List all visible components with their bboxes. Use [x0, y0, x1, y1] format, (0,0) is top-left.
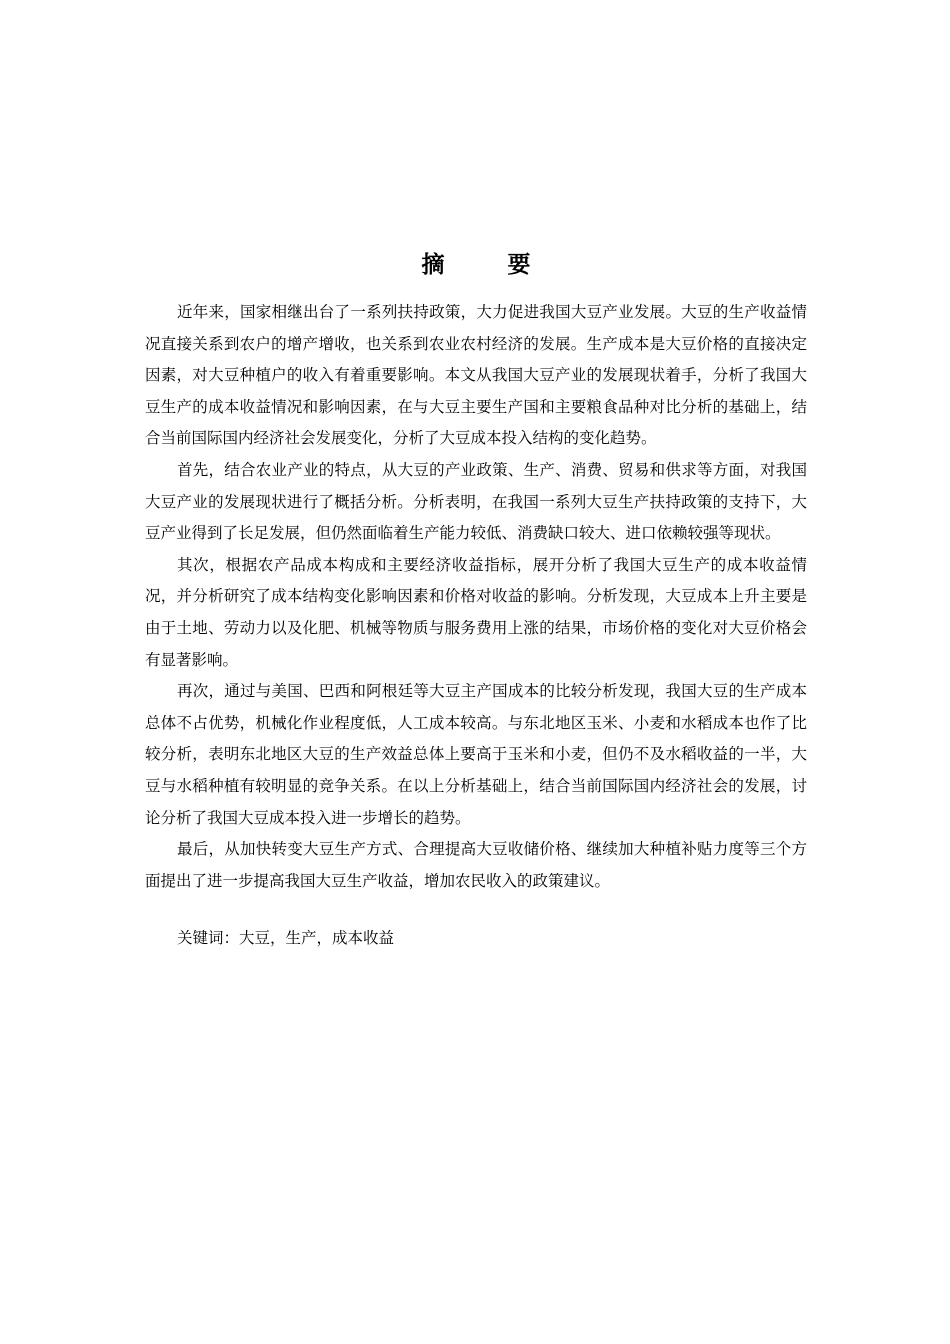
keywords: 关键词：大豆，生产，成本收益: [177, 929, 395, 948]
abstract-paragraph-2: 首先，结合农业产业的特点，从大豆的产业政策、生产、消费、贸易和供求等方面，对我国大豆产业的发展现状进行了概括分析。分析表明，在我国一系列大豆生产扶持政策的支持下，大豆产业得到了长足发展，但仍然面临着生产能力较低、消费缺口较大、进口依赖较强等现状。: [145, 460, 807, 543]
abstract-paragraph-1: 近年来，国家相继出台了一系列扶持政策，大力促进我国大豆产业发展。大豆的生产收益情况直接关系到农户的增产增收，也关系到农业农村经济的发展。生产成本是大豆价格的直接决定因素，对大豆种植户的收入有着重要影响。本文从我国大豆产业的发展现状着手，分析了我国大豆生产的成本收益情况和影响因素，在与大豆主要生产国和主要粮食品种对比分析的基础上，结合当前国际国内经济社会发展变化，分析了大豆成本投入结构的变化趋势。: [145, 303, 807, 448]
abstract-paragraph-4: 再次，通过与美国、巴西和阿根廷等大豆主产国成本的比较分析发现，我国大豆的生产成本总体不占优势，机械化作业程度低，人工成本较高。与东北地区玉米、小麦和水稻成本也作了比较分析，表明东北地区大豆的生产效益总体上要高于玉米和小麦，但仍不及水稻收益的一半，大豆与水稻种植有较明显的竞争关系。在以上分析基础上，结合当前国际国内经济社会的发展，讨论分析了我国大豆成本投入进一步增长的趋势。: [145, 682, 807, 827]
abstract-title: 摘 要: [421, 252, 551, 278]
abstract-paragraph-5: 最后，从加快转变大豆生产方式、合理提高大豆收储价格、继续加大种植补贴力度等三个方面提出了进一步提高我国大豆生产收益，增加农民收入的政策建议。: [145, 840, 807, 890]
abstract-page: [145, 246, 807, 955]
abstract-paragraph-3: 其次，根据农产品成本构成和主要经济收益指标，展开分析了我国大豆生产的成本收益情况，并分析研究了成本结构变化影响因素和价格对收益的影响。分析发现，大豆成本上升主要是由于土地、劳动力以及化肥、机械等物质与服务费用上涨的结果，市场价格的变化对大豆价格会有显著影响。: [145, 555, 807, 669]
